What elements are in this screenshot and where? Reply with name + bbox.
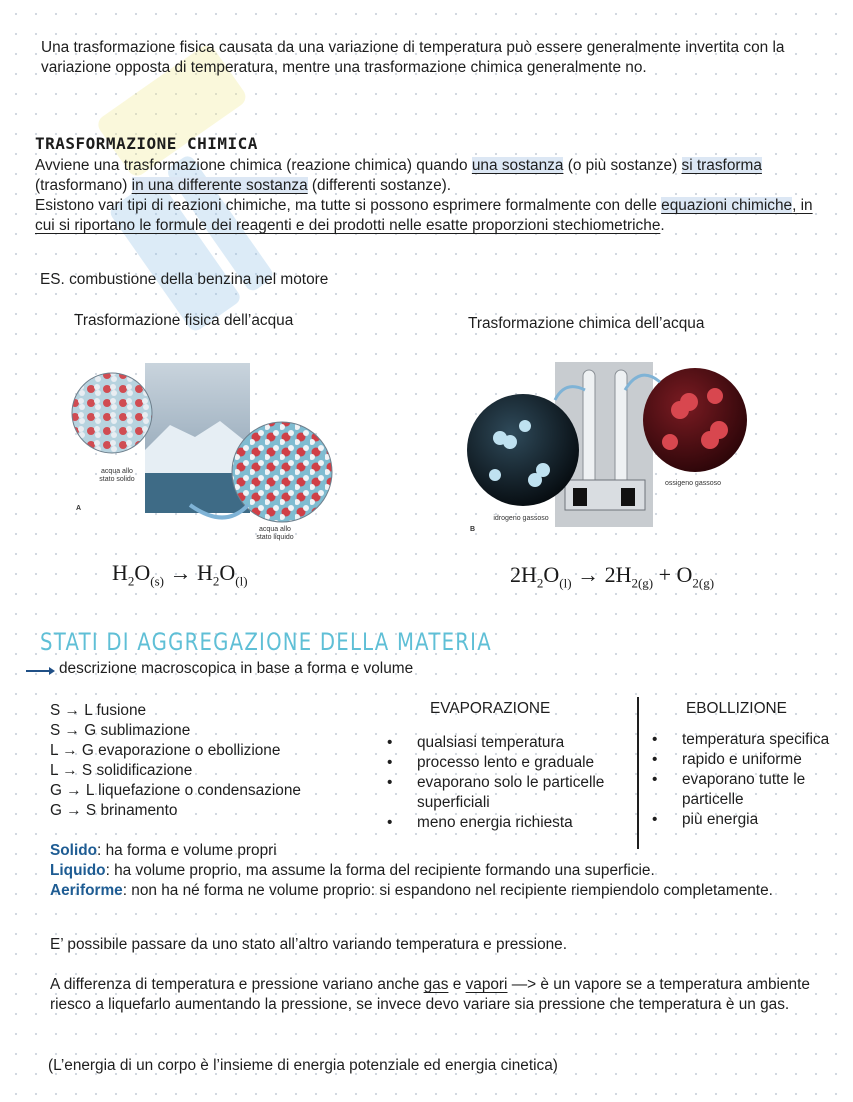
eq2-s3: 2(g) [631,575,654,591]
evaporazione-item: • processo lento e graduale [387,753,632,773]
text-aeriforme: : non ha né forma ne volume proprio: si espandono nel recipiente riempiendolo completamente. [122,882,773,899]
p1-g: (differenti sostanze). [307,177,452,194]
def-aeriforme [50,881,820,901]
text-liquido: : ha volume proprio, ma assume la forma del recipiente formando una superficie. [105,862,655,879]
eq2-t3: + O [653,562,693,587]
p1-f: in una differente sostanza [131,177,308,194]
gas-b: gas [423,976,449,993]
transition-item: S → L fusione [50,702,147,719]
evaporazione-item: • qualsiasi temperatura [387,733,632,753]
ebollizione-list [652,730,852,830]
energia-paragraph: (L’energia di un corpo è l’insieme di energia potenziale ed energia cinetica) [48,1057,558,1074]
fig-right-illustration [465,360,750,535]
eq1-s4: (l) [235,573,248,589]
eq2-s4: 2(g) [692,575,715,591]
passare-paragraph: E’ possibile passare da uno stato all’altro variando temperatura e pressione. [50,936,568,953]
evaporazione-item: • meno energia richiesta [387,813,632,833]
def-liquido [50,861,820,881]
evaporazione-item: • evaporano solo le particelle superficiali [387,773,632,813]
example-line: ES. combustione della benzina nel motore [40,271,329,288]
intro-paragraph: Una trasformazione fisica causata da una variazione di temperatura può essere generalmente invertita con la variazione opposta di temperatura, mentre una trasformazione chimica generalmente no. [41,39,785,76]
eq2-t2: O [543,562,560,587]
transition-item: S → G sublimazione [50,722,191,739]
equation-physical [112,560,248,589]
label-ossigeno: ossigeno gassoso [664,480,722,487]
eq1-t3: O [219,560,236,585]
arrow-icon [25,664,55,682]
column-divider [637,697,639,849]
p2-b: equazioni chimiche [661,197,793,214]
p1-c: (o più sostanze) [563,157,682,174]
gas-a: A differenza di temperatura e pressione variano anche [50,976,424,993]
ebollizione-item: • più energia [652,810,852,830]
p2-c: , in cui si riportano le formule dei reagenti e dei prodotti nelle esatte proporzioni stechiometriche [35,197,813,234]
ice-water-illustration [70,355,340,550]
p1-a: Avviene una trasformazione chimica (reazione chimica) quando [35,157,472,174]
evaporazione-title: EVAPORAZIONE [430,700,551,717]
transition-item: G → L liquefazione o condensazione [50,782,301,799]
transition-item: L → G evaporazione o ebollizione [50,742,281,759]
eq2-t1: 2H [510,562,537,587]
eq1-s3: 2 [212,573,220,589]
fig-right-caption: Trasformazione chimica dell’acqua [468,315,705,332]
p2-a: Esistono vari tipi di reazioni chimiche, ma tutte si possono esprimere formalmente con delle [35,197,662,214]
gas-c: e [448,976,466,993]
transition-item: L → S solidificazione [50,762,193,779]
ebollizione-title: EBOLLIZIONE [686,700,787,717]
evaporazione-list [387,733,632,833]
ebollizione-item: • rapido e uniforme [652,750,852,770]
eq1-t2: O [134,560,151,585]
label-letter-b: B [470,526,476,533]
fig-left-illustration [70,355,340,550]
gas-d: vapori [465,976,508,993]
term-liquido: Liquido [50,862,106,879]
eq2-s1: 2 [536,575,544,591]
eq1-s2: (s) [150,573,164,589]
eq1-arrow: → H [164,560,213,585]
eq2-arrow: → 2H [571,562,632,587]
chem-definition-paragraph [35,156,825,236]
ebollizione-item: • evaporano tutte le particelle [652,770,832,810]
heading-stati-aggregazione: STATI DI AGGREGAZIONE DELLA MATERIA [40,628,492,656]
label-idrogeno: idrogeno gassoso [493,515,549,522]
eq1-s1: 2 [127,573,135,589]
heading-trasformazione-chimica: TRASFORMAZIONE CHIMICA [35,134,258,153]
arrow-description: descrizione macroscopica in base a forma e volume [59,660,414,677]
label-acqua-solido: acqua allo stato solido [99,468,135,483]
transition-item: G → S brinamento [50,802,178,819]
definitions-block [50,841,820,901]
p2-d: . [660,217,665,234]
ebollizione-item: • temperatura specifica [652,730,852,750]
equation-chemical [510,562,714,591]
transitions-list [50,701,370,821]
eq1-t1: H [112,560,128,585]
label-letter-a: A [76,505,82,512]
term-aeriforme: Aeriforme [50,882,123,899]
label-acqua-liquido: acqua allo stato liquido [256,526,294,541]
text-solido: : ha forma e volume propri [97,842,277,859]
electrolysis-illustration [465,360,750,535]
arrow-right-icon [25,665,55,677]
p1-d: si trasforma [681,157,762,174]
p1-b: una sostanza [471,157,564,174]
fig-left-caption: Trasformazione fisica dell’acqua [74,312,294,329]
term-solido: Solido [50,842,98,859]
gas-e: —> è un vapore se a temperatura ambiente riesco a liquefarlo aumentando la pressione, se invece devo variare sia pressione che temperatura è un gas. [50,976,810,1013]
eq2-s2: (l) [559,575,572,591]
def-solido [50,841,820,861]
gas-vapori-paragraph [50,975,820,1015]
p1-e: (trasformano) [35,177,132,194]
